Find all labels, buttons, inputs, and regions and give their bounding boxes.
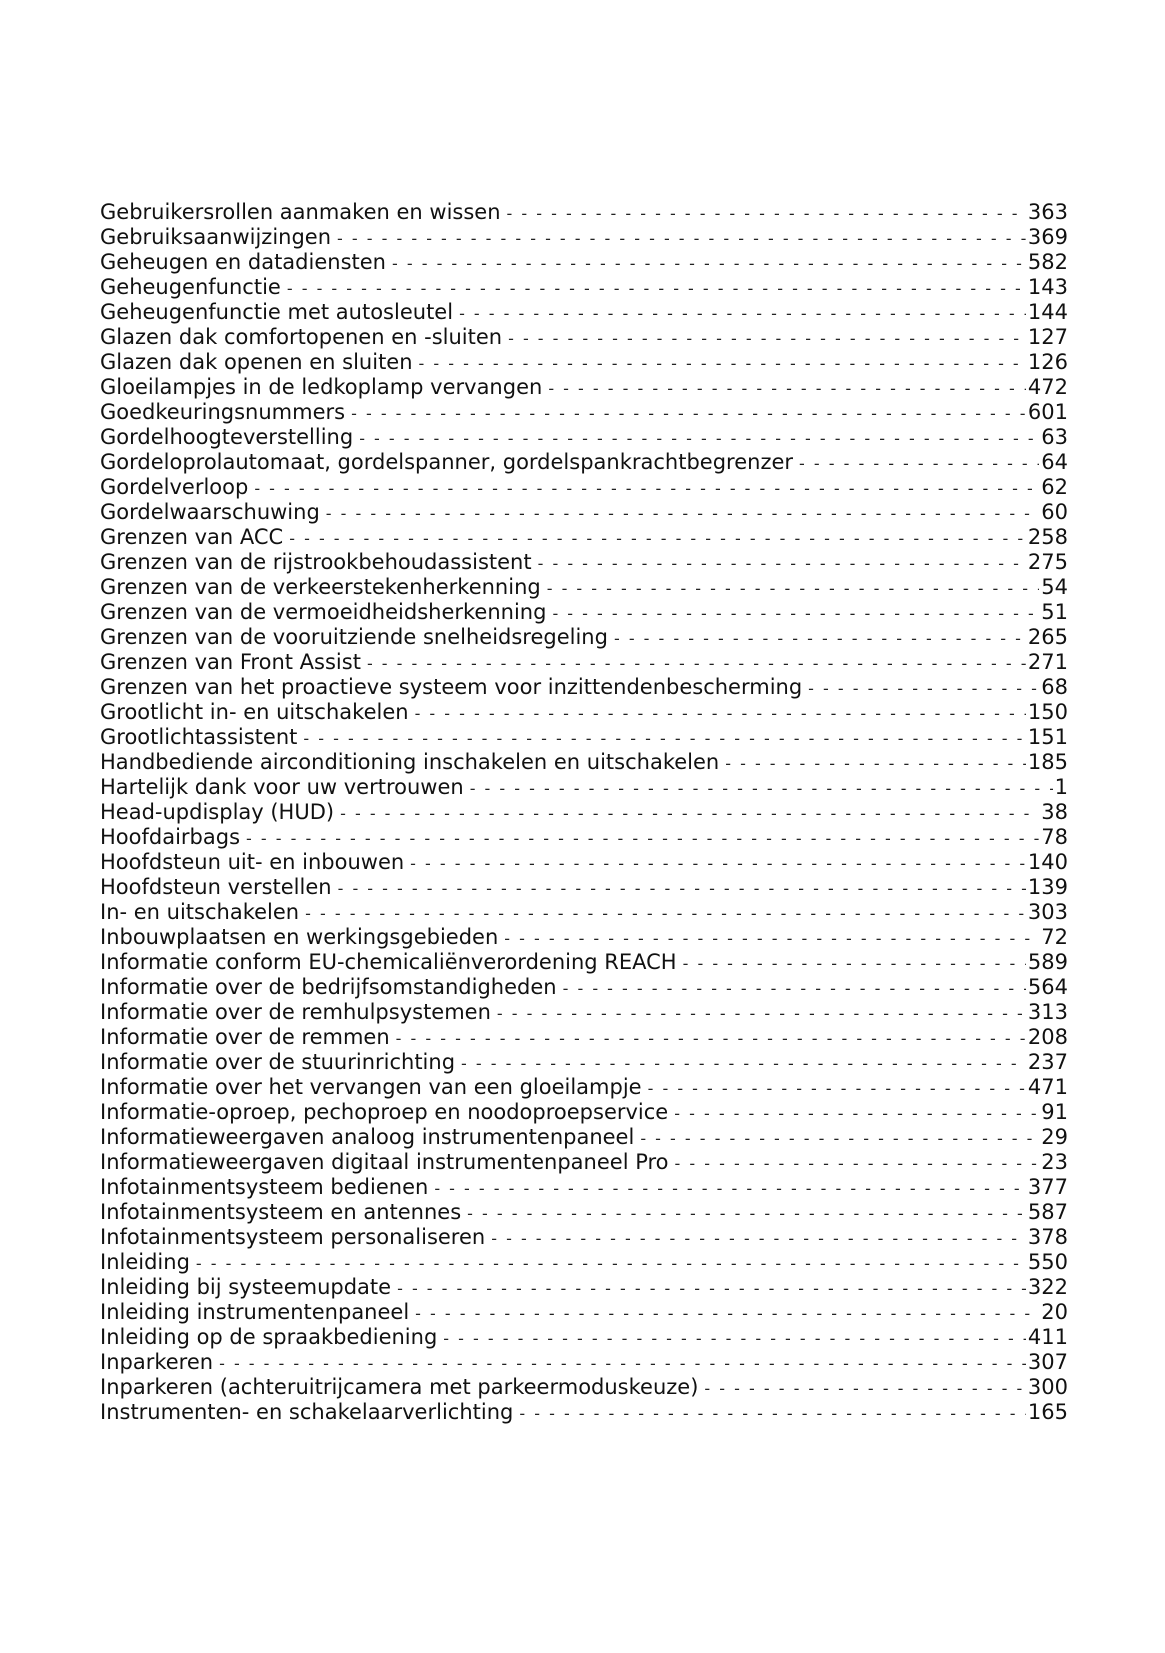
index-term: Geheugenfunctie	[100, 275, 281, 299]
dot-leader	[640, 1126, 1039, 1151]
index-term: Glazen dak comfortopenen en -sluiten	[100, 325, 503, 349]
index-term: Hoofdsteun verstellen	[100, 875, 332, 899]
index-page-number: 126	[1027, 350, 1068, 374]
index-entry	[100, 1050, 1068, 1075]
index-entry	[100, 1225, 1068, 1250]
index-page-number: 265	[1027, 625, 1068, 649]
index-page-number: 91	[1041, 1100, 1068, 1124]
index-entry	[100, 1300, 1068, 1325]
index-page-number: 62	[1041, 475, 1068, 499]
index-page-number: 258	[1027, 525, 1068, 549]
dot-leader	[470, 776, 1053, 801]
index-term: Handbediende airconditioning inschakelen en uitschakelen	[100, 750, 720, 774]
index-page-number: 127	[1027, 325, 1068, 349]
index-entry	[100, 350, 1068, 375]
dot-leader	[491, 1226, 1026, 1251]
dot-leader	[467, 1201, 1026, 1226]
index-entry	[100, 850, 1068, 875]
index-term: Informatie over het vervangen van een gloeilampje	[100, 1075, 642, 1099]
index-page-number: 78	[1041, 825, 1068, 849]
index-page-number: 68	[1041, 675, 1068, 699]
index-term: Glazen dak openen en sluiten	[100, 350, 413, 374]
index-term: Gordeloprolautomaat, gordelspanner, gordelspankrachtbegrenzer	[100, 450, 794, 474]
index-entry	[100, 225, 1068, 250]
index-entry	[100, 1075, 1068, 1100]
index-page-number: 369	[1027, 225, 1068, 249]
index-entry	[100, 375, 1068, 400]
index-term: Grenzen van Front Assist	[100, 650, 361, 674]
index-entry	[100, 400, 1068, 425]
index-entry	[100, 300, 1068, 325]
index-page-number: 143	[1027, 275, 1068, 299]
index-term: Grootlichtassistent	[100, 725, 298, 749]
dot-leader	[507, 201, 1026, 226]
dot-leader	[552, 601, 1039, 626]
index-page-number: 589	[1027, 950, 1068, 974]
index-term: Informatie-oproep, pechoproep en noodoproepservice	[100, 1100, 669, 1124]
index-entry	[100, 1375, 1068, 1400]
index-page-number: 550	[1027, 1250, 1068, 1274]
index-term: Inleiding bij systeemupdate	[100, 1275, 392, 1299]
dot-leader	[538, 551, 1026, 576]
index-page-number: 303	[1027, 900, 1068, 924]
index-page-number: 471	[1027, 1075, 1068, 1099]
dot-leader	[367, 651, 1026, 676]
index-term: Inparkeren	[100, 1350, 214, 1374]
index-term: Gebruiksaanwijzingen	[100, 225, 332, 249]
index-term: Grenzen van de rijstrookbehoudassistent	[100, 550, 532, 574]
dot-leader	[563, 976, 1026, 1001]
dot-leader	[303, 726, 1026, 751]
dot-leader	[461, 1051, 1026, 1076]
index-entry	[100, 275, 1068, 300]
index-term: Instrumenten- en schakelaarverlichting	[100, 1400, 514, 1424]
dot-leader	[305, 901, 1026, 926]
index-page-number: 140	[1027, 850, 1068, 874]
index-page-number: 275	[1027, 550, 1068, 574]
index-term: Grenzen van de verkeerstekenherkenning	[100, 575, 541, 599]
index-term: Infotainmentsysteem bedienen	[100, 1175, 429, 1199]
index-entry	[100, 1100, 1068, 1125]
index-page-number: 564	[1027, 975, 1068, 999]
index-page-number: 271	[1027, 650, 1068, 674]
index-entry	[100, 450, 1068, 475]
index-term: Hartelijk dank voor uw vertrouwen	[100, 775, 464, 799]
index-term: Grenzen van het proactieve systeem voor inzittendenbescherming	[100, 675, 803, 699]
dot-leader	[351, 401, 1026, 426]
index-term: Geheugen en datadiensten	[100, 250, 386, 274]
index-term: Informatie over de bedrijfsomstandigheden	[100, 975, 557, 999]
index-term: Informatie over de stuurinrichting	[100, 1050, 456, 1074]
index-page-number: 300	[1027, 1375, 1068, 1399]
index-page-number: 51	[1041, 600, 1068, 624]
dot-leader	[287, 276, 1026, 301]
dot-leader	[415, 701, 1026, 726]
index-page-number: 411	[1027, 1325, 1068, 1349]
dot-leader	[397, 1276, 1026, 1301]
index-entry	[100, 775, 1068, 800]
index-page-number: 29	[1041, 1125, 1068, 1149]
index-page-number: 54	[1041, 575, 1068, 599]
index-page-number: 185	[1027, 750, 1068, 774]
index-page-number: 150	[1027, 700, 1068, 724]
index-term: Gordelhoogteverstelling	[100, 425, 354, 449]
index-entry	[100, 500, 1068, 525]
index-page-number: 64	[1041, 450, 1068, 474]
index-page-number: 165	[1027, 1400, 1068, 1424]
index-term: Inparkeren (achteruitrijcamera met parkeermoduskeuze)	[100, 1375, 699, 1399]
index-page-number: 208	[1027, 1025, 1068, 1049]
dot-leader	[337, 226, 1026, 251]
index-entry	[100, 975, 1068, 1000]
index-entry	[100, 575, 1068, 600]
dot-leader	[254, 476, 1039, 501]
dot-leader	[808, 676, 1039, 701]
index-entry	[100, 1400, 1068, 1425]
index-term: Grenzen van ACC	[100, 525, 284, 549]
dot-leader	[396, 1026, 1026, 1051]
dot-leader	[683, 951, 1026, 976]
index-entry	[100, 800, 1068, 825]
dot-leader	[326, 501, 1039, 526]
index-entry	[100, 550, 1068, 575]
dot-leader	[392, 251, 1026, 276]
index-term: Hoofdairbags	[100, 825, 241, 849]
dot-leader	[410, 851, 1026, 876]
index-term: Goedkeuringsnummers	[100, 400, 346, 424]
index-term: Infotainmentsysteem personaliseren	[100, 1225, 486, 1249]
index-entry	[100, 1275, 1068, 1300]
index-term: Inbouwplaatsen en werkingsgebieden	[100, 925, 499, 949]
dot-leader	[799, 451, 1039, 476]
index-entry	[100, 925, 1068, 950]
dot-leader	[289, 526, 1026, 551]
index-page-number: 60	[1041, 500, 1068, 524]
index-page-number: 237	[1027, 1050, 1068, 1074]
dot-leader	[614, 626, 1026, 651]
index-entry	[100, 1250, 1068, 1275]
index-term: Head-updisplay (HUD)	[100, 800, 335, 824]
dot-leader	[648, 1076, 1026, 1101]
index-entry	[100, 950, 1068, 975]
dot-leader	[359, 426, 1039, 451]
index-page-number: 144	[1027, 300, 1068, 324]
dot-leader	[504, 926, 1039, 951]
index-entry	[100, 625, 1068, 650]
dot-leader	[675, 1151, 1040, 1176]
index-list	[100, 200, 1068, 1425]
dot-leader	[519, 1401, 1026, 1426]
index-entry	[100, 1025, 1068, 1050]
index-entry	[100, 525, 1068, 550]
index-term: In- en uitschakelen	[100, 900, 300, 924]
index-page-number: 472	[1027, 375, 1068, 399]
dot-leader	[704, 1376, 1026, 1401]
index-entry	[100, 675, 1068, 700]
index-entry	[100, 1175, 1068, 1200]
dot-leader	[725, 751, 1026, 776]
dot-leader	[459, 301, 1026, 326]
index-page-number: 377	[1027, 1175, 1068, 1199]
index-term: Gordelverloop	[100, 475, 249, 499]
index-page-number: 313	[1027, 1000, 1068, 1024]
index-entry	[100, 650, 1068, 675]
index-page-number: 322	[1027, 1275, 1068, 1299]
index-entry	[100, 825, 1068, 850]
index-term: Informatieweergaven analoog instrumentenpaneel	[100, 1125, 635, 1149]
index-page-number: 587	[1027, 1200, 1068, 1224]
index-entry	[100, 200, 1068, 225]
index-term: Gebruikersrollen aanmaken en wissen	[100, 200, 501, 224]
index-term: Grootlicht in- en uitschakelen	[100, 700, 409, 724]
index-entry	[100, 750, 1068, 775]
dot-leader	[246, 826, 1039, 851]
index-entry	[100, 900, 1068, 925]
index-page-number: 72	[1041, 925, 1068, 949]
dot-leader	[340, 801, 1039, 826]
index-page-number: 582	[1027, 250, 1068, 274]
dot-leader	[415, 1301, 1039, 1326]
index-entry	[100, 1150, 1068, 1175]
index-term: Grenzen van de vooruitziende snelheidsregeling	[100, 625, 608, 649]
index-entry	[100, 1200, 1068, 1225]
index-page-number: 63	[1041, 425, 1068, 449]
index-entry	[100, 700, 1068, 725]
dot-leader	[497, 1001, 1026, 1026]
index-entry	[100, 425, 1068, 450]
index-term: Informatieweergaven digitaal instrumentenpaneel Pro	[100, 1150, 669, 1174]
index-page-number: 378	[1027, 1225, 1068, 1249]
index-term: Infotainmentsysteem en antennes	[100, 1200, 462, 1224]
index-entry	[100, 1125, 1068, 1150]
index-term: Informatie conform EU-chemicaliënverordening REACH	[100, 950, 677, 974]
index-page-number: 601	[1027, 400, 1068, 424]
dot-leader	[196, 1251, 1026, 1276]
index-entry	[100, 1325, 1068, 1350]
dot-leader	[434, 1176, 1026, 1201]
index-page-number: 151	[1027, 725, 1068, 749]
index-page-number: 23	[1041, 1150, 1068, 1174]
index-page-number: 307	[1027, 1350, 1068, 1374]
index-term: Inleiding	[100, 1250, 190, 1274]
dot-leader	[419, 351, 1026, 376]
index-entry	[100, 475, 1068, 500]
index-term: Informatie over de remmen	[100, 1025, 390, 1049]
index-page-number: 139	[1027, 875, 1068, 899]
dot-leader	[548, 376, 1026, 401]
dot-leader	[443, 1326, 1026, 1351]
dot-leader	[338, 876, 1026, 901]
index-page-number: 20	[1041, 1300, 1068, 1324]
index-entry	[100, 250, 1068, 275]
dot-leader	[547, 576, 1040, 601]
index-page-number: 38	[1041, 800, 1068, 824]
index-term: Grenzen van de vermoeidheidsherkenning	[100, 600, 547, 624]
index-entry	[100, 1350, 1068, 1375]
index-term: Informatie over de remhulpsystemen	[100, 1000, 491, 1024]
index-term: Inleiding op de spraakbediening	[100, 1325, 438, 1349]
index-entry	[100, 325, 1068, 350]
index-entry	[100, 725, 1068, 750]
dot-leader	[508, 326, 1026, 351]
index-term: Hoofdsteun uit- en inbouwen	[100, 850, 405, 874]
index-term: Inleiding instrumentenpaneel	[100, 1300, 410, 1324]
index-entry	[100, 875, 1068, 900]
index-term: Gordelwaarschuwing	[100, 500, 320, 524]
index-page-number: 1	[1054, 775, 1068, 799]
index-page-number: 363	[1027, 200, 1068, 224]
index-entry	[100, 600, 1068, 625]
dot-leader	[219, 1351, 1026, 1376]
index-term: Geheugenfunctie met autosleutel	[100, 300, 454, 324]
dot-leader	[674, 1101, 1039, 1126]
index-entry	[100, 1000, 1068, 1025]
index-term: Gloeilampjes in de ledkoplamp vervangen	[100, 375, 543, 399]
